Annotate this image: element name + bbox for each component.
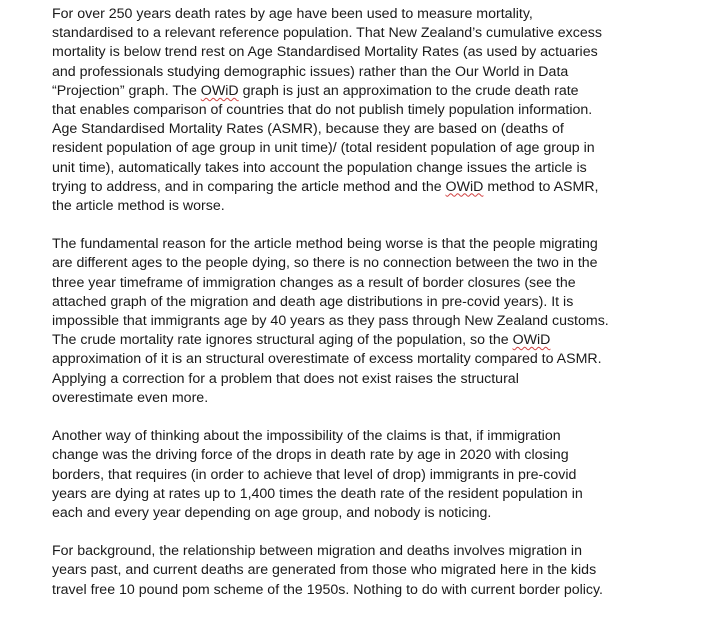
text-line bbox=[52, 139, 652, 158]
text-line bbox=[52, 293, 652, 312]
text-line bbox=[52, 5, 652, 24]
text-run: Another way of thinking about the impossibility of the claims is that, if immigration bbox=[52, 428, 561, 445]
text-run: change was the driving force of the drops in death rate by age in 2020 with closing bbox=[52, 447, 569, 464]
text-line bbox=[52, 159, 652, 178]
text-run: The crude mortality rate ignores structural aging of the population, so the bbox=[52, 332, 513, 349]
text-line bbox=[52, 235, 652, 254]
text-run: are different ages to the people dying, so there is no connection between the two in the bbox=[52, 255, 598, 272]
text-run: For background, the relationship between migration and deaths involves migration in bbox=[52, 543, 582, 560]
text-run: graph is just an approximation to the crude death rate bbox=[238, 82, 579, 99]
text-run: that enables comparison of countries that do not publish timely population information. bbox=[52, 101, 593, 118]
text-run: “Projection” graph. The bbox=[52, 82, 201, 99]
paragraph-3 bbox=[52, 427, 652, 523]
text-line bbox=[52, 370, 652, 389]
text-run: Age Standardised Mortality Rates (ASMR), because they are based on (deaths of bbox=[52, 121, 564, 138]
text-run: unit time), automatically takes into account the population change issues the article is bbox=[52, 159, 587, 176]
text-line bbox=[52, 101, 652, 120]
text-run: years are dying at rates up to 1,400 times the death rate of the resident population in bbox=[52, 485, 583, 502]
text-run: and professionals studying demographic issues) rather than the Our World in Data bbox=[52, 63, 569, 80]
text-line bbox=[52, 427, 652, 446]
paragraph-1 bbox=[52, 5, 652, 216]
text-run: impossible that immigrants age by 40 years as they pass through New Zealand customs. bbox=[52, 313, 609, 329]
text-run: method to ASMR, bbox=[483, 178, 599, 195]
text-line bbox=[52, 63, 652, 82]
spellcheck-flagged-word[interactable]: OWiD bbox=[200, 82, 239, 99]
text-line bbox=[52, 120, 652, 139]
text-line bbox=[52, 485, 652, 504]
text-run: trying to address, and in comparing the article method and the bbox=[52, 178, 446, 195]
text-run: each and every year depending on age group, and nobody is noticing. bbox=[52, 504, 492, 521]
text-line bbox=[52, 466, 652, 485]
text-line bbox=[52, 542, 652, 561]
text-line bbox=[52, 274, 652, 293]
text-run: Applying a correction for a problem that does not exist raises the structural bbox=[52, 370, 519, 387]
text-line bbox=[52, 43, 652, 62]
text-run: resident population of age group in unit time)/ (total resident population of age group in bbox=[52, 140, 595, 157]
text-run: standardised to a relevant reference population. That New Zealand’s cumulative excess bbox=[52, 25, 602, 42]
text-line bbox=[52, 446, 652, 465]
text-line bbox=[52, 82, 652, 101]
text-run: For over 250 years death rates by age have been used to measure mortality, bbox=[52, 6, 533, 22]
text-run: The fundamental reason for the article method being worse is that the people migrating bbox=[52, 236, 598, 253]
text-line bbox=[52, 389, 652, 408]
paragraph-4 bbox=[52, 542, 652, 600]
paragraph-2 bbox=[52, 235, 652, 408]
text-run: travel free 10 pound pom scheme of the 1950s. Nothing to do with current border policy. bbox=[52, 581, 603, 598]
text-run: the article method is worse. bbox=[52, 197, 225, 214]
text-run: approximation of it is an structural overestimate of excess mortality compared to ASMR. bbox=[52, 351, 602, 368]
text-run: overestimate even more. bbox=[52, 389, 209, 406]
text-line bbox=[52, 24, 652, 43]
text-run: three year timeframe of immigration changes as a result of border closures (see the bbox=[52, 274, 576, 291]
text-line bbox=[52, 312, 652, 331]
document-body bbox=[52, 5, 652, 619]
text-line bbox=[52, 350, 652, 369]
text-run: years past, and current deaths are generated from those who migrated here in the kids bbox=[52, 562, 597, 579]
text-run: attached graph of the migration and death age distributions in pre-covid years). It is bbox=[52, 293, 574, 310]
text-line bbox=[52, 581, 652, 600]
text-line bbox=[52, 504, 652, 523]
spellcheck-flagged-word[interactable]: OWiD bbox=[445, 178, 484, 195]
text-line bbox=[52, 178, 652, 197]
text-run: borders, that requires (in order to achieve that level of drop) immigrants in pre-covid bbox=[52, 466, 577, 483]
text-line bbox=[52, 331, 652, 350]
text-line bbox=[52, 561, 652, 580]
text-run: mortality is below trend rest on Age Standardised Mortality Rates (as used by actuaries bbox=[52, 44, 598, 61]
spellcheck-flagged-word[interactable]: OWiD bbox=[512, 332, 551, 349]
text-line bbox=[52, 254, 652, 273]
text-line bbox=[52, 197, 652, 216]
